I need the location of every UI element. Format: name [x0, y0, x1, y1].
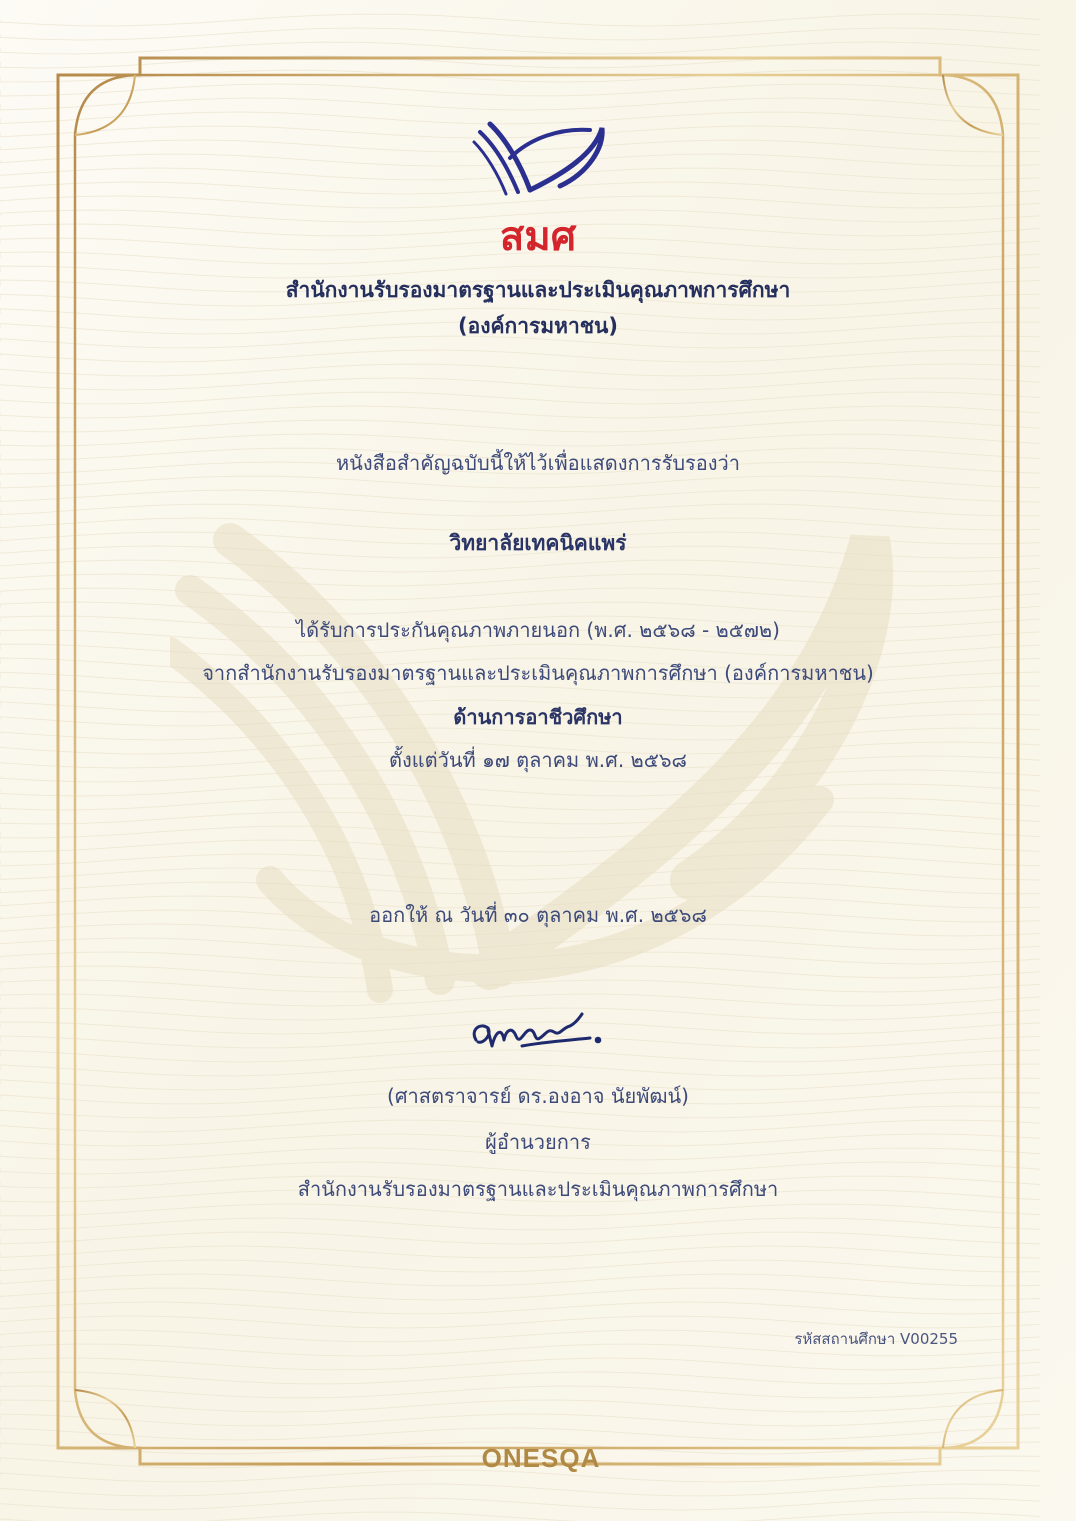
school-code: รหัสสถานศึกษา V00255	[794, 1330, 958, 1348]
svg-text:สมศ: สมศ	[499, 214, 577, 258]
onesqa-logo-icon	[470, 118, 610, 203]
certificate-intro: หนังสือสำคัญฉบับนี้ให้ไว้เพื่อแสดงการรับรองว่า	[335, 451, 740, 475]
logo-wordmark	[470, 212, 606, 258]
signatory-organization: สำนักงานรับรองมาตรฐานและประเมินคุณภาพการศึกษา	[297, 1177, 779, 1201]
assurance-field: ด้านการอาชีวศึกษา	[453, 705, 623, 729]
effective-date: ตั้งแต่วันที่ ๑๗ ตุลาคม พ.ศ. ๒๕๖๘	[389, 748, 687, 772]
onesqa-brand: ONESQA	[481, 1443, 601, 1473]
organization-type: (องค์การมหาชน)	[458, 314, 618, 338]
organization-name: สำนักงานรับรองมาตรฐานและประเมินคุณภาพการศึกษา	[285, 278, 791, 302]
institution-name: วิทยาลัยเทคนิคแพร่	[449, 531, 627, 555]
handwritten-signature	[462, 1000, 612, 1060]
assurance-period: ได้รับการประกันคุณภาพภายนอก (พ.ศ. ๒๕๖๘ - ๒๕๗๒)	[296, 618, 780, 642]
signatory-name: (ศาสตราจารย์ ดร.องอาจ นัยพัฒน์)	[387, 1084, 689, 1108]
signatory-position: ผู้อำนวยการ	[485, 1130, 591, 1154]
issue-date: ออกให้ ณ วันที่ ๓๐ ตุลาคม พ.ศ. ๒๕๖๘	[369, 903, 707, 927]
assurance-issuer: จากสำนักงานรับรองมาตรฐานและประเมินคุณภาพการศึกษา (องค์การมหาชน)	[202, 661, 874, 685]
